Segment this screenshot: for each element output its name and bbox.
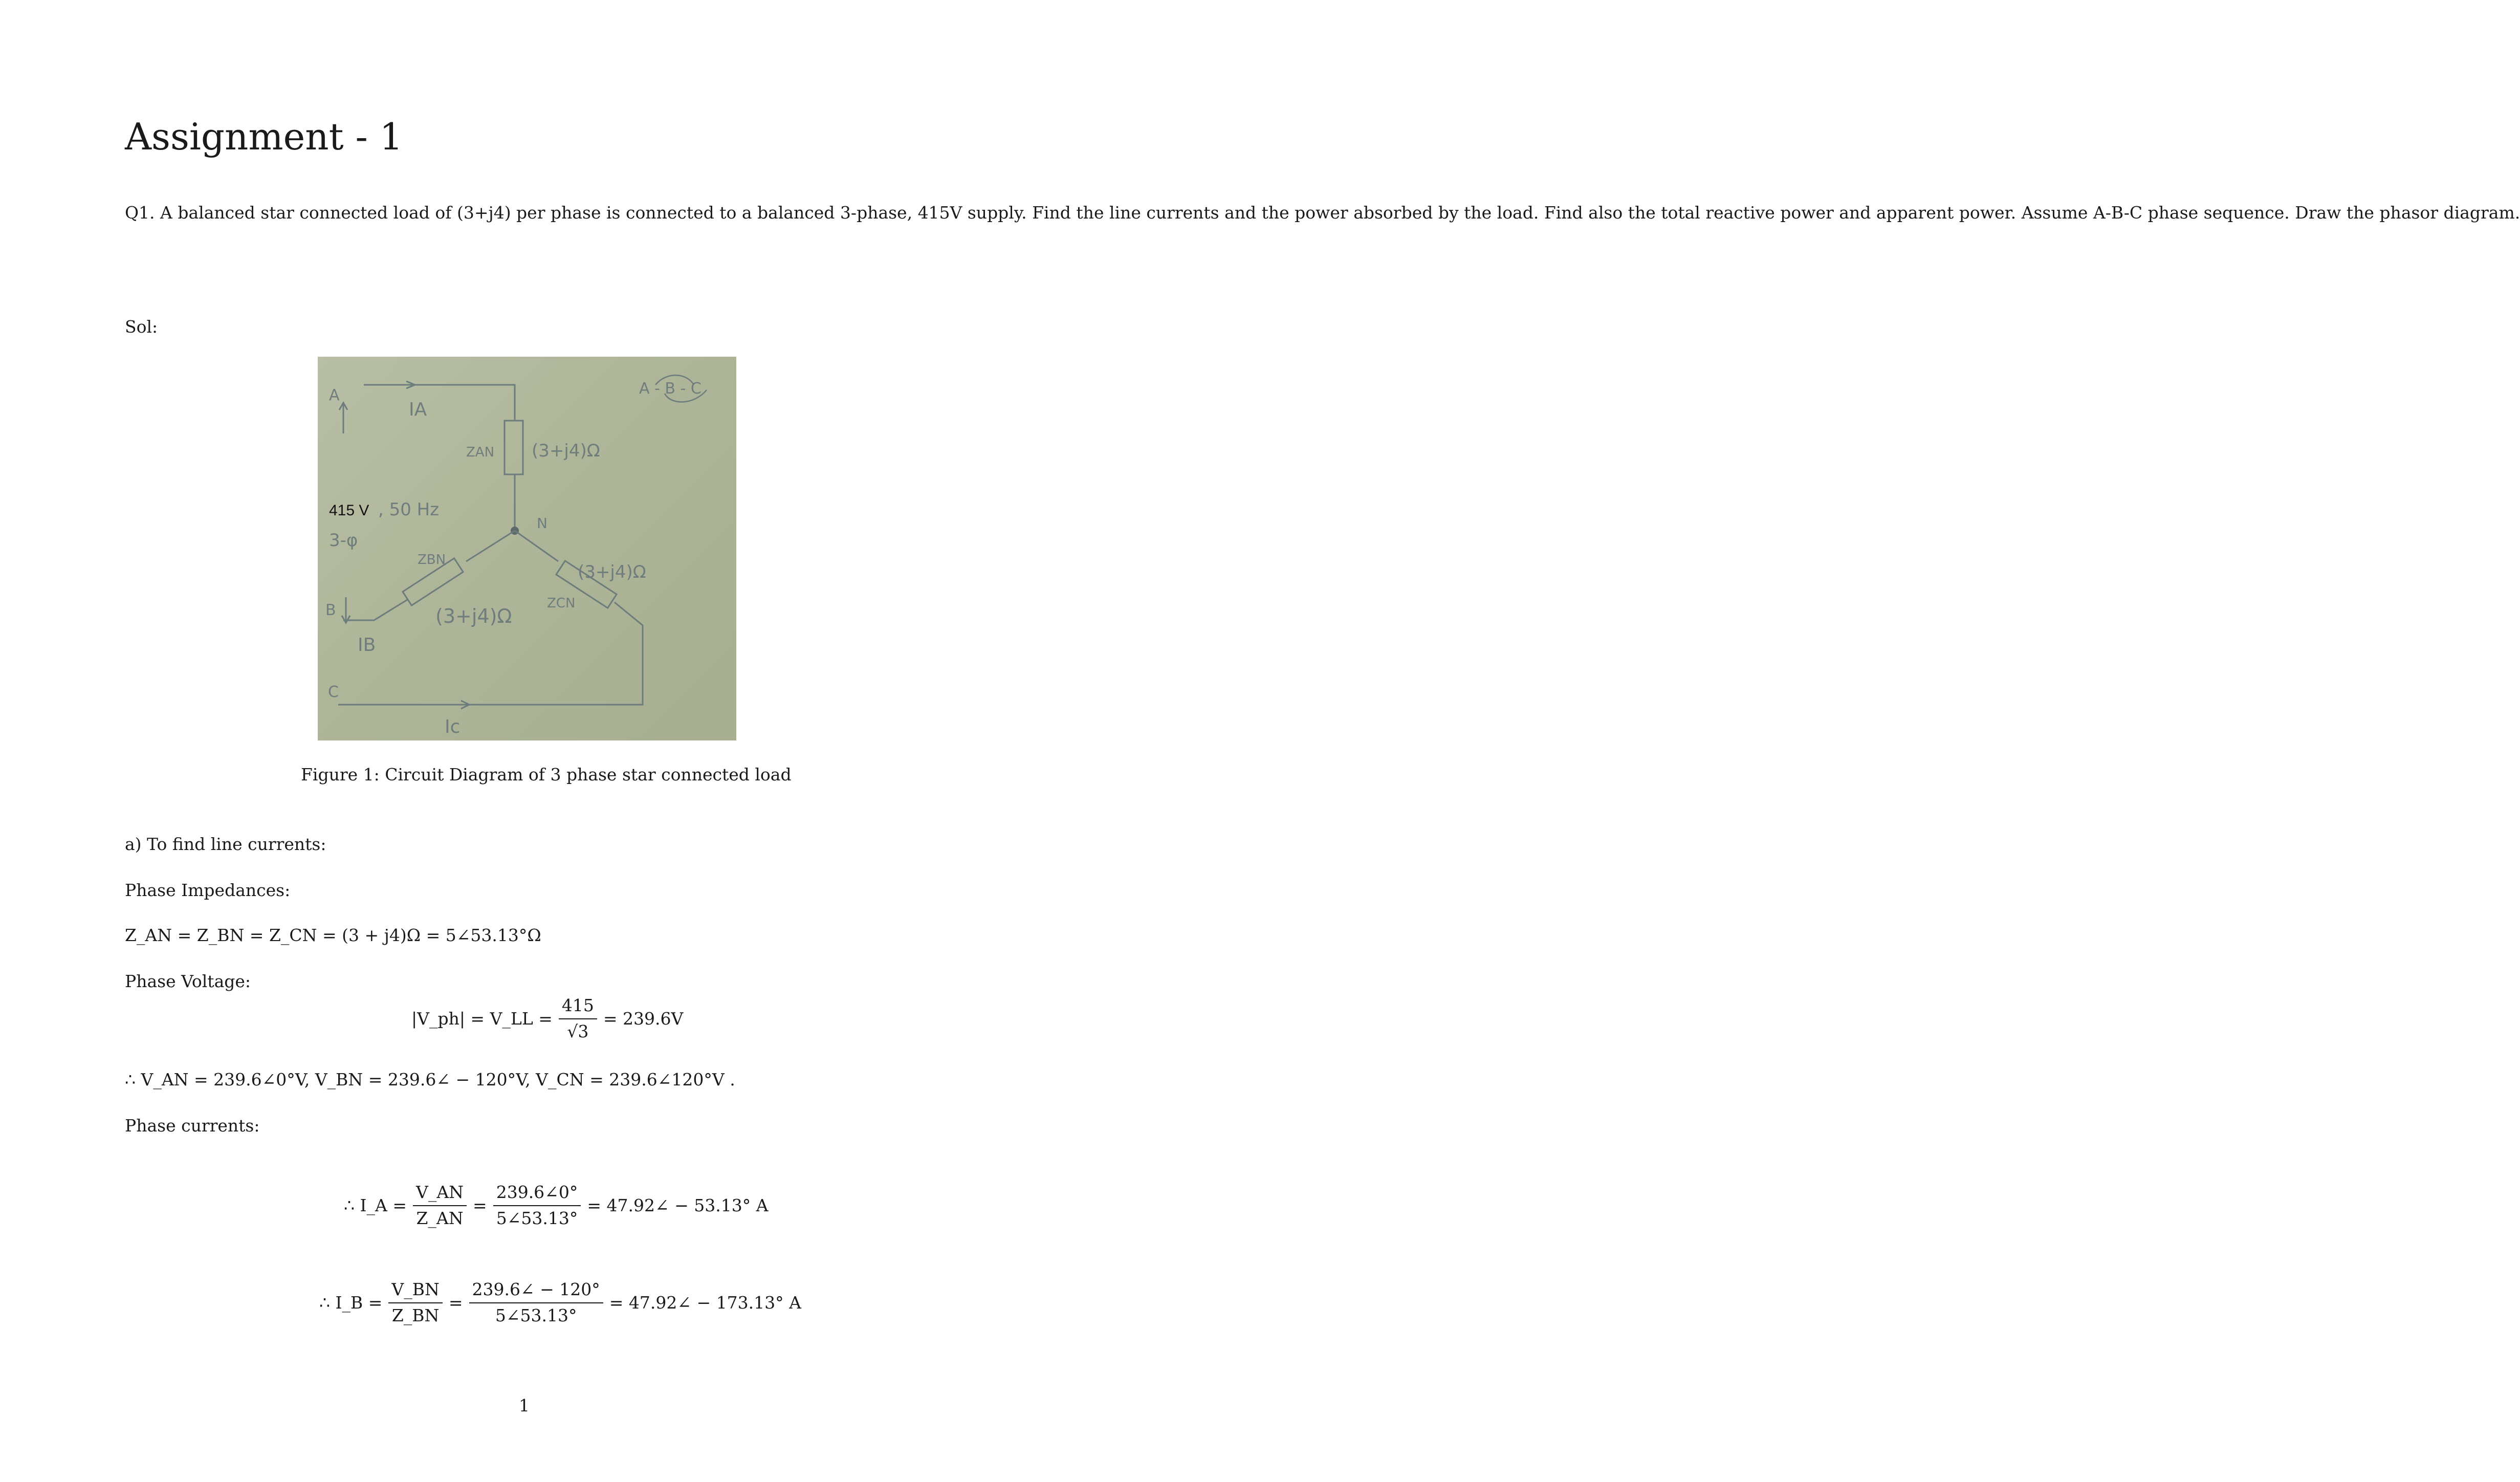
- wire-a: [364, 385, 515, 421]
- page-title: Assignment - 1: [125, 115, 403, 158]
- arrow-a-icon: [339, 403, 347, 433]
- ia-equation: [344, 1182, 769, 1228]
- wire-b: [343, 600, 407, 620]
- ia-f2-den: 5∠53.13°: [496, 1208, 578, 1228]
- page-number: 1: [519, 1396, 530, 1415]
- part-a-heading: a) To find line currents:: [125, 834, 326, 854]
- impedance-equation: Z_AN = Z_BN = Z_CN = (3 + j4)Ω = 5∠53.13°Ω: [125, 925, 541, 945]
- vph-fraction: [559, 995, 597, 1041]
- phase-currents-label: Phase currents:: [125, 1116, 260, 1136]
- phase-voltages-line: ∴ V_AN = 239.6∠0°V, V_BN = 239.6∠ − 120°V, V_CN = 239.6∠120°V .: [125, 1070, 735, 1089]
- label-current-b: IB: [358, 635, 376, 656]
- wire-bn-top: [466, 531, 515, 561]
- circuit-figure-photo: [318, 357, 736, 740]
- ib-fraction-symbolic: [388, 1279, 442, 1325]
- ia-equals: =: [473, 1195, 487, 1215]
- label-impedance-bn: (3+j4)Ω: [435, 605, 512, 627]
- label-z-cn: ZCN: [547, 596, 576, 611]
- impedance-an-box: [505, 421, 523, 474]
- ib-f1-den: Z_BN: [391, 1305, 440, 1325]
- ia-f2-num: 239.6∠0°: [493, 1182, 581, 1206]
- solution-label: Sol:: [125, 317, 158, 337]
- ib-equation: [319, 1279, 801, 1325]
- label-supply-freq: , 50 Hz: [378, 499, 440, 520]
- ib-f2-den: 5∠53.13°: [495, 1305, 577, 1325]
- figure-caption: Figure 1: Circuit Diagram of 3 phase star connected load: [301, 765, 792, 784]
- label-z-bn: ZBN: [418, 552, 446, 568]
- vph-rhs: = 239.6V: [603, 1008, 684, 1029]
- ia-fraction-symbolic: [413, 1182, 467, 1228]
- circuit-diagram: [318, 357, 736, 740]
- vph-denominator: √3: [567, 1021, 589, 1041]
- label-node-n: N: [537, 515, 547, 532]
- vph-lhs: |V_ph| = V_LL =: [411, 1008, 553, 1029]
- label-sequence: A - B - C: [639, 380, 702, 398]
- arrow-b-icon: [342, 597, 350, 623]
- label-current-c: Ic: [445, 716, 461, 737]
- ia-rhs: = 47.92∠ − 53.13° A: [587, 1195, 769, 1215]
- phase-voltage-equation: [411, 995, 683, 1041]
- ia-f1-den: Z_AN: [416, 1208, 464, 1228]
- ib-equals: =: [448, 1292, 463, 1313]
- phase-impedances-label: Phase Impedances:: [125, 880, 291, 900]
- label-supply-voltage: 415 V: [329, 502, 369, 519]
- label-z-an: ZAN: [466, 445, 495, 460]
- ia-lhs: ∴ I_A =: [344, 1195, 407, 1215]
- ib-rhs: = 47.92∠ − 173.13° A: [609, 1292, 801, 1313]
- label-impedance-an: (3+j4)Ω: [532, 441, 600, 461]
- label-supply-phase: 3-φ: [329, 530, 358, 551]
- question-text: Q1. A balanced star connected load of (3+j4) per phase is connected to a balanced 3-phase, 415V supply. Find the line currents and the power absorbed by the load. Find also the total reactive power and apparent power. Assume A-B-C phase sequence. Draw the phasor diagram.: [125, 203, 2520, 223]
- ia-f1-num: V_AN: [413, 1182, 467, 1206]
- label-current-a: IA: [409, 399, 427, 420]
- ib-lhs: ∴ I_B =: [319, 1292, 383, 1313]
- label-node-b: B: [325, 601, 336, 619]
- ia-fraction-numeric: [493, 1182, 581, 1228]
- ib-f2-num: 239.6∠ − 120°: [469, 1279, 603, 1303]
- label-impedance-cn: (3+j4)Ω: [578, 562, 646, 582]
- label-node-a: A: [329, 386, 340, 404]
- vph-numerator: 415: [559, 995, 597, 1019]
- label-node-c: C: [328, 683, 339, 701]
- ib-f1-num: V_BN: [388, 1279, 442, 1303]
- wire-cn-top: [515, 531, 558, 561]
- ib-fraction-numeric: [469, 1279, 603, 1325]
- phase-voltage-label: Phase Voltage:: [125, 971, 251, 991]
